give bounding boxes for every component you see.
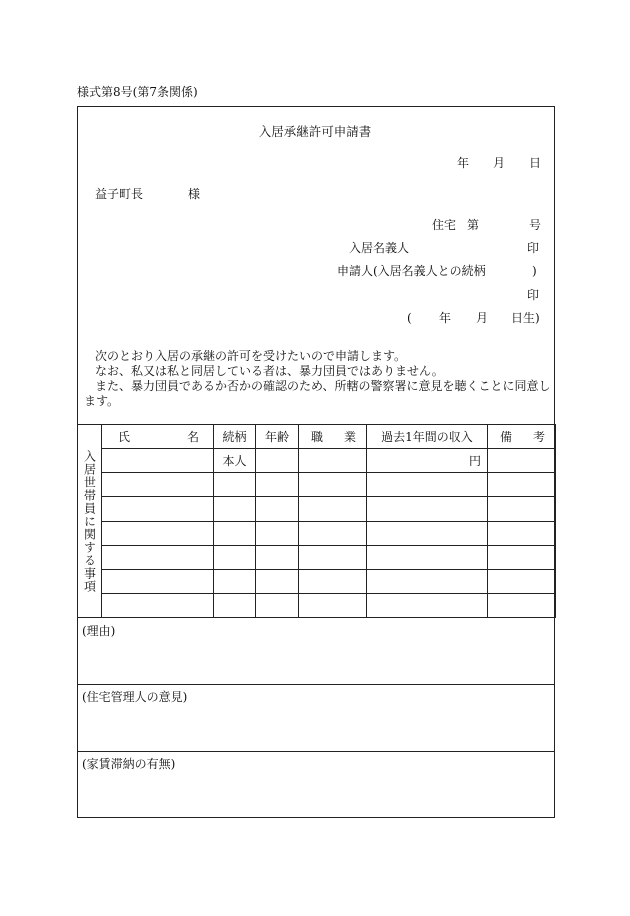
- income-cell[interactable]: [367, 473, 488, 497]
- section-divider: [77, 751, 555, 752]
- birth-month-label: 月: [476, 311, 489, 325]
- tenant-seal-mark: 印: [527, 241, 540, 255]
- birth-day-label: 日生): [511, 311, 540, 325]
- remarks-cell[interactable]: [488, 569, 556, 593]
- age-cell[interactable]: [256, 593, 299, 617]
- statement-line-4: ます。: [84, 394, 120, 408]
- statement-line-2: なお、私又は私と同居している者は、暴力団員ではありません。: [95, 364, 444, 378]
- table-row: [78, 593, 556, 617]
- income-cell[interactable]: [367, 497, 488, 521]
- statement-line-1: 次のとおり入居の承継の許可を受けたいので申請します。: [95, 349, 407, 363]
- relation-cell[interactable]: [214, 497, 256, 521]
- header-relation: 続柄: [214, 425, 256, 449]
- remarks-cell[interactable]: [488, 473, 556, 497]
- income-cell[interactable]: [367, 545, 488, 569]
- remarks-cell[interactable]: [488, 497, 556, 521]
- occupation-cell[interactable]: [299, 449, 367, 473]
- age-cell[interactable]: [256, 569, 299, 593]
- addressee-honorific: 様: [188, 187, 201, 201]
- occupation-cell[interactable]: [299, 497, 367, 521]
- table-row: [78, 473, 556, 497]
- table-row: [78, 497, 556, 521]
- applicant-seal-mark: 印: [527, 288, 540, 302]
- header-age: 年齢: [256, 425, 299, 449]
- document-title: 入居承継許可申請書: [258, 124, 372, 139]
- occupation-cell[interactable]: [299, 545, 367, 569]
- manager-opinion-section-label: (住宅管理人の意見): [82, 690, 188, 704]
- income-cell[interactable]: [367, 593, 488, 617]
- birth-open-paren: (: [407, 311, 412, 325]
- income-cell[interactable]: 円: [367, 449, 488, 473]
- income-cell[interactable]: [367, 521, 488, 545]
- remarks-cell[interactable]: [488, 593, 556, 617]
- table-row: [78, 449, 556, 473]
- name-cell[interactable]: [102, 449, 214, 473]
- header-name: 氏 名: [102, 425, 214, 449]
- date-year-label: 年: [457, 156, 470, 170]
- name-cell[interactable]: [102, 473, 214, 497]
- name-cell[interactable]: [102, 545, 214, 569]
- name-cell[interactable]: [102, 569, 214, 593]
- housing-go-label: 号: [529, 218, 542, 232]
- table-row: [78, 569, 556, 593]
- table-row: [78, 521, 556, 545]
- occupation-cell[interactable]: [299, 521, 367, 545]
- housing-dai-label: 第: [467, 218, 480, 232]
- statement-line-3: また、暴力団員であるか否かの確認のため、所轄の警察署に意見を聴くことに同意し: [95, 379, 551, 393]
- age-cell[interactable]: [256, 521, 299, 545]
- date-month-label: 月: [493, 156, 506, 170]
- header-remarks: 備 考: [488, 425, 556, 449]
- relation-cell[interactable]: [214, 545, 256, 569]
- form-number-label: 様式第8号(第7条関係): [77, 85, 198, 99]
- rent-arrears-section-label: (家賃滞納の有無): [82, 757, 176, 771]
- section-divider: [77, 684, 555, 685]
- occupation-cell[interactable]: [299, 473, 367, 497]
- reason-section-label: (理由): [82, 624, 116, 638]
- remarks-cell[interactable]: [488, 545, 556, 569]
- side-label: 入居世帯員に関する事項: [78, 425, 102, 618]
- relation-cell[interactable]: [214, 569, 256, 593]
- age-cell[interactable]: [256, 497, 299, 521]
- addressee-name: 益子町長: [95, 187, 144, 201]
- occupation-cell[interactable]: [299, 593, 367, 617]
- household-members-table: [77, 424, 556, 618]
- relation-cell[interactable]: [214, 521, 256, 545]
- remarks-cell[interactable]: [488, 449, 556, 473]
- relation-cell[interactable]: [214, 593, 256, 617]
- age-cell[interactable]: [256, 473, 299, 497]
- age-cell[interactable]: [256, 545, 299, 569]
- date-day-label: 日: [529, 156, 542, 170]
- name-cell[interactable]: [102, 593, 214, 617]
- relation-cell[interactable]: [214, 473, 256, 497]
- table-row: [78, 545, 556, 569]
- occupation-cell[interactable]: [299, 569, 367, 593]
- remarks-cell[interactable]: [488, 521, 556, 545]
- header-income: 過去1年間の収入: [367, 425, 488, 449]
- income-cell[interactable]: [367, 569, 488, 593]
- applicant-close-paren: ): [532, 264, 537, 278]
- name-cell[interactable]: [102, 521, 214, 545]
- applicant-label: 申請人(入居名義人との続柄: [337, 264, 486, 278]
- housing-label: 住宅: [432, 218, 457, 232]
- relation-cell: 本人: [214, 449, 256, 473]
- birth-year-label: 年: [439, 311, 452, 325]
- tenant-label: 入居名義人: [349, 241, 410, 255]
- header-occupation: 職 業: [299, 425, 367, 449]
- name-cell[interactable]: [102, 497, 214, 521]
- age-cell[interactable]: [256, 449, 299, 473]
- table-header-row: [78, 425, 556, 449]
